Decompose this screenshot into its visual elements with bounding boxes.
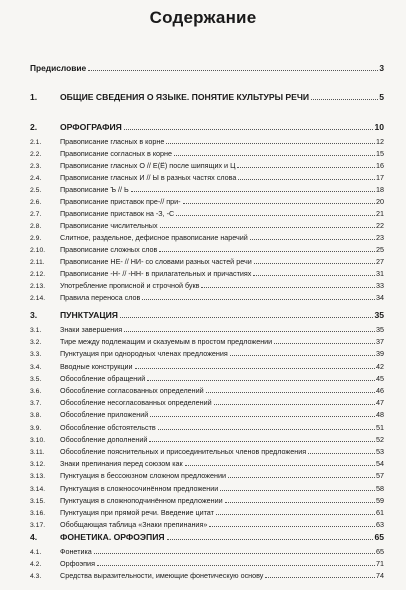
toc-label: Употребление прописной и строчной букв [60,281,200,290]
toc-number: 3.13. [30,473,46,481]
toc-page-number: 37 [376,337,384,347]
toc-page-number: 58 [376,483,384,493]
leader-dots [253,275,375,276]
toc-number: 2.8. [30,223,42,230]
toc-number: 3.15. [30,497,46,505]
toc-label: Обособление обстоятельств [60,422,156,432]
toc-page-number: 22 [376,221,384,230]
toc-label: ФОНЕТИКА. ОРФОЭПИЯ [60,532,165,542]
toc-page-number: 25 [376,245,384,254]
toc-label: Слитное, раздельное, дефисное правописание наречий [60,233,248,242]
toc-page-number: 39 [376,349,384,359]
toc-page-number: 17 [376,173,384,182]
toc-page-number: 42 [376,361,384,371]
toc-item [30,471,384,480]
leader-dots [185,465,375,466]
toc-page-number: 48 [376,410,384,420]
toc-label: Правописание приставок пре-// при- [60,197,181,206]
toc-number: 2.5. [30,187,42,194]
toc-number: 3.17. [30,522,46,530]
leader-dots [274,343,375,344]
toc-preface [30,62,384,73]
leader-dots [97,565,375,566]
toc-item [30,520,384,529]
toc-label: Правописание сложных слов [60,245,158,254]
leader-dots [237,167,375,168]
toc-label: Правописание приставок на -З, -С [60,209,175,218]
toc-number: 3.2. [30,339,42,347]
toc-number: 2.13. [30,283,46,290]
toc-page-number: 52 [376,434,384,444]
page-title: Содержание [149,8,257,27]
toc-item [30,484,384,493]
toc-label: Знаки препинания перед союзом как [60,459,183,469]
toc-label: Правописание гласных И // Ы в разных частях слова [60,173,237,182]
toc-item [30,221,384,230]
toc-page-number: 65 [376,547,384,556]
toc-section-1 [30,91,384,102]
toc-item [30,435,384,444]
toc-page-number: 18 [376,185,384,194]
toc-page-number: 35 [376,325,384,334]
leader-dots [230,355,375,356]
toc-label: Обособление согласованных определений [60,386,204,395]
toc-number: 2.11. [30,259,45,266]
leader-dots [131,191,375,192]
toc-label: Обособление приложений [60,410,149,420]
toc-section-4 [30,531,384,542]
toc-page-number: 61 [376,508,384,517]
toc-item [30,281,384,290]
toc-item [30,423,384,432]
toc-item [30,137,384,146]
leader-dots [94,553,375,554]
toc-label: Правописание числительных [60,221,158,230]
toc-page-number: 45 [376,373,384,383]
toc-label: Знаки завершения [60,325,123,334]
toc-label: Пунктуация в сложноподчинённом предложении [60,495,223,505]
toc-item [30,559,384,568]
toc-item [30,447,384,456]
leader-dots [124,129,374,130]
leader-dots [167,539,374,540]
toc-number: 2.2. [30,151,42,158]
toc-label: ПУНКТУАЦИЯ [60,310,118,320]
leader-dots [88,70,378,71]
toc-page-number: 33 [376,281,384,290]
toc-item [30,149,384,158]
toc-item [30,173,384,182]
toc-label: Правописание -Н- // -НН- в прилагательных и причастиях [60,269,252,278]
toc-number: 3.1. [30,327,42,334]
toc-label: Средства выразительности, имеющие фонетическую основу [60,571,264,580]
toc-item [30,197,384,206]
toc-item [30,410,384,419]
toc-number: 4. [30,532,38,542]
leader-dots [214,404,375,405]
toc-label: Предисловие [30,63,87,73]
toc-label: Пунктуация в сложносочинённом предложении [60,483,219,493]
leader-dots [228,477,375,478]
toc-section-3 [30,309,384,320]
toc-number: 3.7. [30,400,42,408]
toc-label: Обособление пояснительных и присоединительных членов предложения [60,447,307,456]
toc-label: Правописание Ъ // Ь [60,185,129,194]
toc-number: 2.7. [30,211,42,218]
leader-dots [160,227,375,228]
toc-item [30,398,384,407]
toc-item [30,325,384,334]
leader-dots [183,203,375,204]
toc-number: 3.16. [30,510,46,517]
toc-page-number: 31 [376,269,384,278]
toc-number: 4.3. [30,573,42,580]
toc-label: Пунктуация при прямой речи. Введение цитат [60,508,214,517]
toc-number: 2.10. [30,247,46,254]
toc-number: 2.4. [30,175,42,182]
toc-label: Обособление дополнений [60,434,148,444]
leader-dots [135,368,375,369]
toc-number: 4.1. [30,549,42,556]
toc-page-number: 10 [374,122,384,132]
leader-dots [120,317,373,318]
toc-item [30,547,384,556]
toc-page-number: 35 [374,310,384,320]
toc-page-number: 5 [379,92,384,102]
toc-item [30,337,384,346]
toc-number: 2.14. [30,295,46,302]
toc-number: 2.3. [30,163,42,170]
toc-item [30,269,384,278]
toc-section-2 [30,121,384,132]
toc-item [30,508,384,517]
toc-label: Правописание гласных О // Е(Ё) после шипящих и Ц [60,161,236,170]
leader-dots [158,429,375,430]
toc-label: Тире между подлежащим и сказуемым в простом предложении [60,337,273,347]
toc-number: 2.9. [30,235,42,242]
toc-number: 3.11. [30,449,45,456]
toc-item [30,209,384,218]
toc-label: ОРФОГРАФИЯ [60,122,122,132]
toc-number: 2.1. [30,139,42,146]
toc-label: Правописание НЕ- // НИ- со словами разных частей речи [60,257,252,266]
toc-page-number: 34 [376,293,384,302]
leader-dots [308,453,375,454]
toc-page-number: 47 [376,398,384,408]
toc-number: 2.6. [30,199,42,206]
toc-number: 3. [30,310,38,320]
toc-label: ОБЩИЕ СВЕДЕНИЯ О ЯЗЫКЕ. ПОНЯТИЕ КУЛЬТУРЫ РЕЧИ [60,92,310,102]
leader-dots [150,416,375,417]
leader-dots [166,143,375,144]
toc-page-number: 16 [376,161,384,170]
toc-label: Обособление несогласованных определений [60,398,212,408]
leader-dots [159,251,375,252]
leader-dots [265,577,375,578]
toc-item [30,459,384,468]
toc-label: Пунктуация при однородных членах предложения [60,349,228,359]
toc-number: 3.12. [30,461,46,469]
leader-dots [254,263,375,264]
toc-number: 3.3. [30,351,42,359]
toc-item [30,245,384,254]
toc-number: 2. [30,122,38,132]
toc-page-number: 27 [376,257,384,266]
toc-label: Орфоэпия [60,559,95,568]
toc-item [30,496,384,505]
toc-number: 3.14. [30,485,46,493]
toc-page-number: 20 [376,197,384,206]
leader-dots [174,155,375,156]
toc-label: Обобщающая таблица «Знаки препинания» [60,520,208,530]
toc-page-number: 12 [376,137,384,146]
toc-number: 3.4. [30,363,42,371]
toc-label: Фонетика [60,547,92,556]
toc-label: Правописание гласных в корне [60,137,165,146]
toc-item [30,386,384,395]
toc-item [30,362,384,371]
leader-dots [250,239,375,240]
leader-dots [206,392,375,393]
toc-item [30,233,384,242]
leader-dots [176,215,375,216]
toc-label: Вводные конструкции [60,361,133,371]
toc-page-number: 23 [376,233,384,242]
toc-page-number: 59 [376,495,384,505]
toc-page-number: 74 [376,571,384,580]
toc-page-number: 46 [376,386,384,395]
toc-item [30,257,384,266]
leader-dots [201,287,375,288]
toc-number: 3.10. [30,436,46,444]
leader-dots [209,526,375,527]
toc-item [30,185,384,194]
toc-page-number: 63 [376,520,384,530]
toc-label: Правописание согласных в корне [60,149,173,158]
leader-dots [311,99,378,100]
toc-item [30,161,384,170]
toc-page-number: 54 [376,459,384,469]
toc-page-number: 57 [376,471,384,481]
toc-page-number: 15 [376,149,384,158]
leader-dots [147,380,375,381]
toc-number: 3.5. [30,375,42,383]
leader-dots [220,490,375,491]
toc-page-number: 53 [376,447,384,456]
leader-dots [216,514,375,515]
leader-dots [225,502,375,503]
leader-dots [142,299,375,300]
toc-item [30,349,384,358]
toc-page-number: 71 [376,559,384,568]
leader-dots [149,441,375,442]
toc-page-number: 65 [374,532,384,542]
toc-number: 4.2. [30,561,42,568]
toc-page-number: 21 [376,209,384,218]
toc-number: 1. [30,92,38,102]
toc-number: 3.9. [30,424,42,432]
toc-number: 3.6. [30,388,42,395]
toc-label: Обособление обращений [60,373,146,383]
leader-dots [124,331,375,332]
toc-page-number: 3 [379,63,384,73]
toc-item [30,374,384,383]
toc-number: 3.8. [30,412,42,420]
leader-dots [238,179,375,180]
toc-item [30,571,384,580]
toc-page-number: 51 [376,422,384,432]
toc-number: 2.12. [30,271,46,278]
toc-label: Правила переноса слов [60,293,141,302]
toc-item [30,293,384,302]
toc-label: Пунктуация в бессоюзном сложном предложении [60,471,226,481]
